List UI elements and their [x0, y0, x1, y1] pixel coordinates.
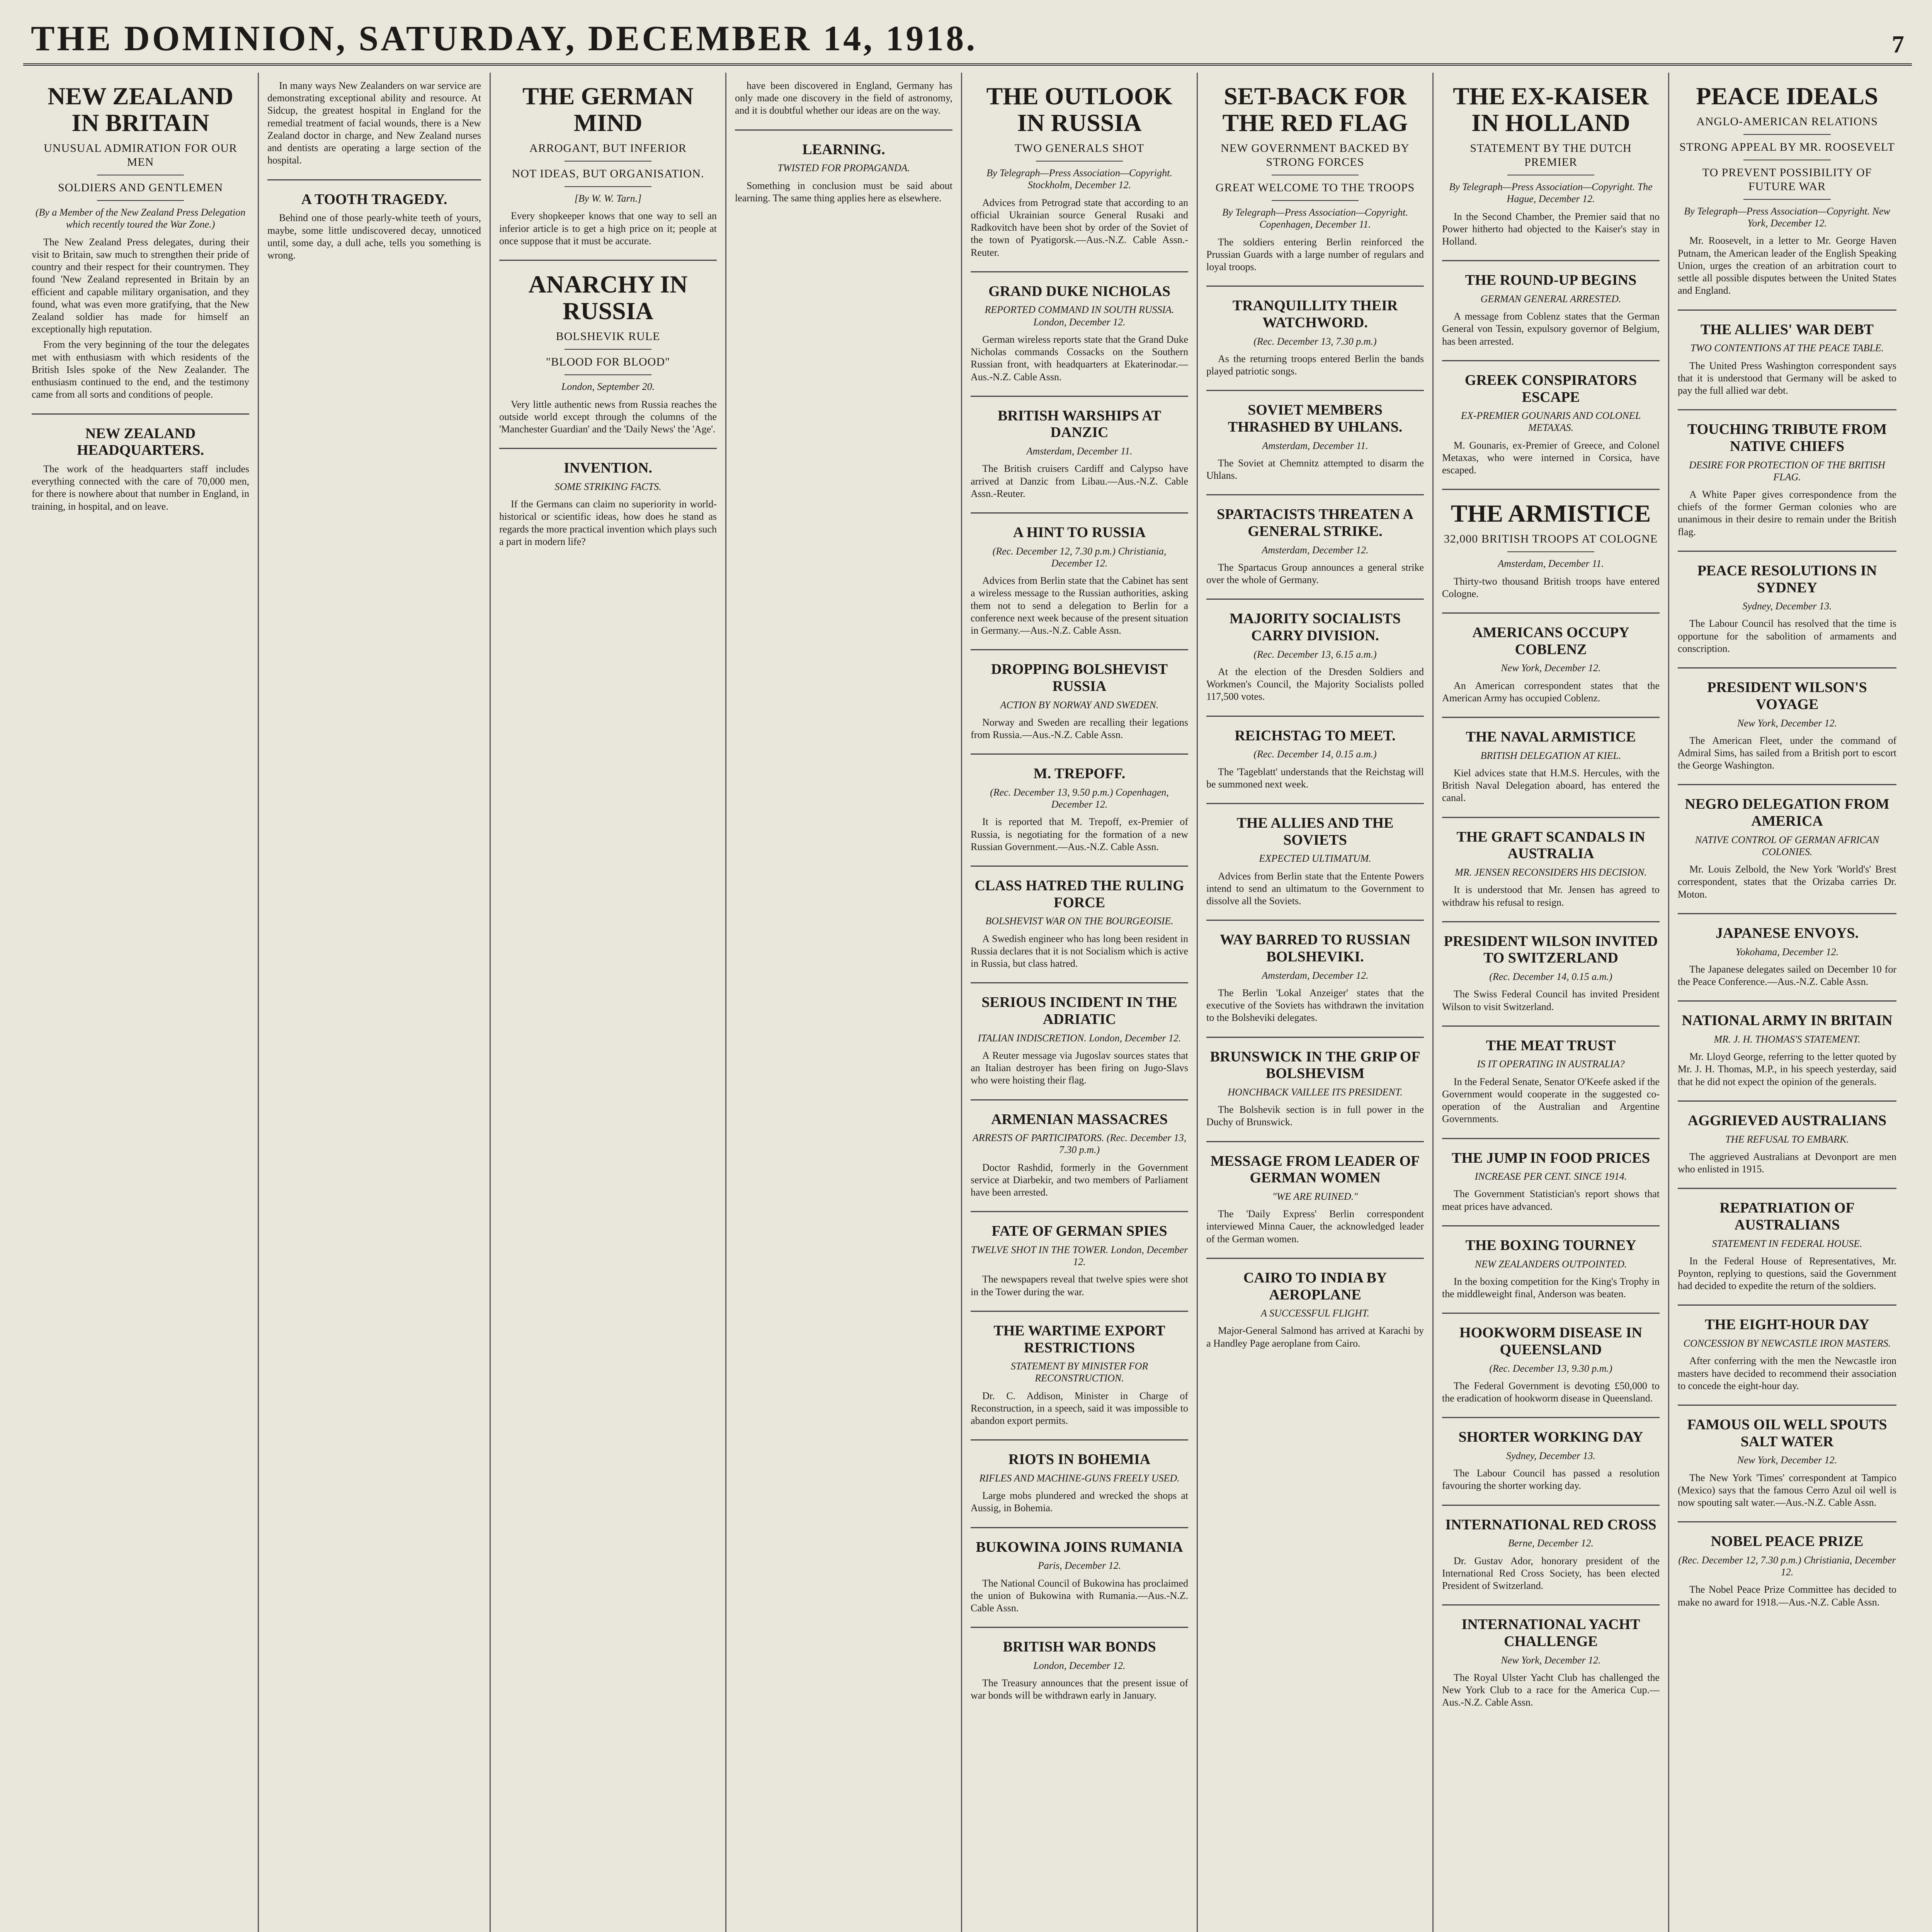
article: [971, 1440, 1188, 1528]
article-subhead: NATIONAL ARMY IN BRITAIN: [1682, 1012, 1893, 1029]
article-subhead: THE EIGHT-HOUR DAY: [1705, 1316, 1869, 1333]
article: [1206, 600, 1424, 716]
article-paragraph: Mr. Louis Zelbold, the New York 'World's' Brest correspondent, states that the Orizaba carries Dr. Moton.: [1678, 864, 1896, 900]
article: [971, 272, 1188, 397]
column-3: [491, 73, 726, 1932]
article-paragraph: Advices from Berlin state that the Cabinet has sent a wireless message to the Russian authorities, asking them not to send a delegation to Berlin for a conference next week because of the present situation in Germany.—Aus.-N.Z. Cable Assn.: [971, 575, 1188, 636]
divider-rule: [1507, 551, 1594, 552]
article-subhead: A TOOTH TRAGEDY.: [301, 191, 447, 207]
article-paragraph: After conferring with the men the Newcastle iron masters have decided to recommend their association to concede the eight-hour day.: [1678, 1355, 1896, 1391]
article-subhead: NEW ZEALAND HEADQUARTERS.: [77, 425, 204, 459]
article-paragraph: Major-General Salmond has arrived at Karachi by a Handley Page aeroplane from Cairo.: [1206, 1325, 1424, 1349]
article: [1678, 1406, 1896, 1522]
article-subhead: BUKOWINA JOINS RUMANIA: [976, 1539, 1183, 1555]
article: [1442, 73, 1660, 261]
article: [971, 1100, 1188, 1213]
article-subhead: INTERNATIONAL RED CROSS: [1445, 1516, 1656, 1533]
article-subhead: TRANQUILLITY THEIR WATCHWORD.: [1232, 298, 1398, 331]
article-dateline: GERMAN GENERAL ARRESTED.: [1480, 293, 1621, 304]
article-paragraph: The New York 'Times' correspondent at Tampico (Mexico) says that the famous Cerro Azul oil well is now spouting salt water.—Aus.-N.Z. Cable Assn.: [1678, 1472, 1896, 1509]
article: [1678, 1002, 1896, 1102]
article-subhead: "BLOOD FOR BLOOD": [546, 355, 670, 369]
article-paragraph: The newspapers reveal that twelve spies were shot in the Tower during the war.: [971, 1274, 1188, 1298]
article-subhead: AGGRIEVED AUSTRALIANS: [1687, 1112, 1887, 1129]
article-dateline: ITALIAN INDISCRETION. London, December 12.: [978, 1032, 1181, 1044]
article-dateline: EX-PREMIER GOUNARIS AND COLONEL METAXAS.: [1461, 410, 1641, 434]
article-subhead: RIOTS IN BOHEMIA: [1008, 1451, 1151, 1468]
article-dateline: BRITISH DELEGATION AT KIEL.: [1480, 750, 1621, 761]
article-subhead: PRESIDENT WILSON'S VOYAGE: [1707, 679, 1867, 713]
article-paragraph: The Labour Council has resolved that the time is opportune for the sabolition of armaments and conscription.: [1678, 618, 1896, 654]
article-paragraph: have been discovered in England, Germany has only made one discovery in the field of astronomy, and it is doubtful whether our ideas are on the way.: [735, 80, 952, 116]
article: [1442, 261, 1660, 361]
divider-rule: [565, 374, 651, 375]
article-dateline: STATEMENT BY MINISTER FOR RECONSTRUCTION.: [1010, 1361, 1148, 1384]
article-headline: SET-BACK FOR THE RED FLAG: [1222, 82, 1408, 137]
article-dateline: By Telegraph—Press Association—Copyright. Copenhagen, December 11.: [1222, 207, 1408, 230]
article-subhead: REICHSTAG TO MEET.: [1235, 727, 1396, 744]
column-8: [1669, 73, 1905, 1932]
article-subhead: BRITISH WARSHIPS AT DANZIC: [997, 407, 1162, 441]
article-paragraph: The National Council of Bukowina has proclaimed the union of Bukowina with Rumania.—Aus.-N.Z. Cable Assn.: [971, 1577, 1188, 1614]
article-paragraph: If the Germans can claim no superiority in world-historical or scientific ideas, how does he stand as regards the more practical invention which plays such a part in modern life?: [499, 498, 717, 547]
article-paragraph: Something in conclusion must be said about learning. The same thing applies here as elsewhere.: [735, 180, 952, 204]
article-dateline: (Rec. December 12, 7.30 p.m.) Christiania, December 12.: [1678, 1554, 1896, 1578]
column-2: [259, 73, 491, 1932]
article-dateline: New York, December 12.: [1737, 1454, 1837, 1466]
article: [971, 755, 1188, 867]
article-paragraph: German wireless reports state that the Grand Duke Nicholas commands Cossacks on the Southern Russian front, with headquarters at Ekaterinodar.—Aus.-N.Z. Cable Assn.: [971, 333, 1188, 383]
article-subhead: GREEK CONSPIRATORS ESCAPE: [1464, 372, 1637, 405]
article-dateline: INCREASE PER CENT. SINCE 1914.: [1475, 1171, 1627, 1182]
article-paragraph: Advices from Berlin state that the Entente Powers intend to send an ultimatum to the Government to dissolve all the Soviets.: [1206, 870, 1424, 907]
article: [1678, 1189, 1896, 1306]
article-subhead: ARMENIAN MASSACRES: [991, 1111, 1168, 1128]
column-5: [962, 73, 1198, 1932]
article-subhead: PEACE RESOLUTIONS IN SYDNEY: [1697, 562, 1877, 596]
article-headline: NEW ZEALAND IN BRITAIN: [48, 82, 233, 137]
article: [499, 73, 717, 261]
article-dateline: (Rec. December 13, 9.30 p.m.): [1489, 1362, 1612, 1374]
article: [1678, 785, 1896, 914]
article: [1442, 718, 1660, 818]
article-dateline: Amsterdam, December 11.: [1262, 440, 1368, 451]
article-dateline: Sydney, December 13.: [1506, 1450, 1596, 1461]
page-number: 7: [1892, 31, 1904, 58]
article-dateline: (By a Member of the New Zealand Press Delegation which recently toured the War Zone.): [35, 207, 246, 230]
article-subhead: ARROGANT, BUT INFERIOR: [529, 142, 687, 155]
article-dateline: RIFLES AND MACHINE-GUNS FREELY USED.: [979, 1473, 1180, 1484]
article-subhead: SOVIET MEMBERS THRASHED BY UHLANS.: [1228, 402, 1403, 435]
article: [1678, 73, 1896, 311]
article-dateline: MR. JENSEN RECONSIDERS HIS DECISION.: [1455, 867, 1647, 878]
article-subhead: SPARTACISTS THREATEN A GENERAL STRIKE.: [1217, 506, 1413, 540]
article-dateline: NATIVE CONTROL OF GERMAN AFRICAN COLONIES.: [1695, 834, 1879, 858]
article-paragraph: It is reported that M. Trepoff, ex-Premier of Russia, is negotiating for the formation of a new Russian Government.—Aus.-N.Z. Cable Assn.: [971, 816, 1188, 852]
divider-rule: [565, 161, 651, 162]
article-paragraph: The Treasury announces that the present issue of war bonds will be withdrawn early in January.: [971, 1677, 1188, 1701]
article: [1442, 361, 1660, 490]
article: [1442, 1314, 1660, 1418]
article-paragraph: Mr. Lloyd George, referring to the letter quoted by Mr. J. H. Thomas, M.P., in his speech yesterday, said that he did not expect the opinion of the generals.: [1678, 1051, 1896, 1087]
article-dateline: DESIRE FOR PROTECTION OF THE BRITISH FLAG.: [1689, 459, 1885, 483]
article-subhead: NEW GOVERNMENT BACKED BY STRONG FORCES: [1221, 142, 1410, 169]
article-dateline: [By W. W. Tarn.]: [574, 193, 642, 204]
article-headline: THE EX-KAISER IN HOLLAND: [1453, 82, 1649, 137]
article-subhead: NOBEL PEACE PRIZE: [1711, 1533, 1864, 1550]
article-dateline: "WE ARE RUINED.": [1272, 1190, 1358, 1202]
column-6: [1198, 73, 1434, 1932]
article-subhead: NEGRO DELEGATION FROM AMERICA: [1685, 796, 1889, 830]
article-headline: PEACE IDEALS: [1696, 82, 1878, 110]
article: [971, 650, 1188, 755]
article-subhead: BRUNSWICK IN THE GRIP OF BOLSHEVISM: [1210, 1048, 1420, 1082]
article: [1442, 1418, 1660, 1505]
article: [971, 1312, 1188, 1440]
article-dateline: Amsterdam, December 12.: [1262, 969, 1369, 981]
article-dateline: SOME STRIKING FACTS.: [554, 481, 662, 492]
article-subhead: M. TREPOFF.: [1033, 765, 1126, 782]
article-paragraph: Norway and Sweden are recalling their legations from Russia.—Aus.-N.Z. Cable Assn.: [971, 716, 1188, 741]
article: [1206, 717, 1424, 804]
article-paragraph: Advices from Petrograd state that according to an official Ukrainian source General Rusaki and Radkovitch have been shot by order of the Soviet of the town of Pyatigorsk.—Aus.-N.Z. Cable Assn.-Reuter.: [971, 197, 1188, 258]
article-subhead: A HINT TO RUSSIA: [1013, 524, 1146, 541]
article-dateline: REPORTED COMMAND IN SOUTH RUSSIA. London, December 12.: [985, 304, 1174, 328]
article-subhead: SERIOUS INCIDENT IN THE ADRIATIC: [981, 994, 1177, 1028]
article-dateline: New York, December 12.: [1501, 662, 1601, 674]
columns: [23, 73, 1912, 1932]
article: [971, 73, 1188, 272]
article-dateline: HONCHBACK VAILLEE ITS PRESIDENT.: [1228, 1086, 1403, 1098]
article-dateline: THE REFUSAL TO EMBARK.: [1725, 1133, 1849, 1145]
article: [1678, 1522, 1896, 1621]
article-dateline: (Rec. December 12, 7.30 p.m.) Christiania, December 12.: [992, 545, 1167, 569]
article: [735, 73, 952, 131]
article-dateline: ARRESTS OF PARTICIPATORS. (Rec. December 13, 7.30 p.m.): [972, 1132, 1187, 1156]
article: [1206, 1142, 1424, 1259]
article: [971, 983, 1188, 1100]
article-paragraph: The 'Daily Express' Berlin correspondent interviewed Minna Cauer, the acknowledged leader of the German women.: [1206, 1208, 1424, 1245]
article-subhead: CAIRO TO INDIA BY AEROPLANE: [1243, 1269, 1387, 1303]
article-paragraph: In the Second Chamber, the Premier said that no Power hitherto had objected to the Kaiser's stay in Holland.: [1442, 211, 1660, 247]
article-paragraph: It is understood that Mr. Jensen has agreed to withdraw his refusal to resign.: [1442, 884, 1660, 908]
article: [1442, 818, 1660, 922]
article-subhead: DROPPING BOLSHEVIST RUSSIA: [991, 661, 1168, 694]
article-dateline: NEW ZEALANDERS OUTPOINTED.: [1475, 1258, 1627, 1270]
article-dateline: Yokohama, December 12.: [1735, 946, 1839, 957]
article: [1442, 1226, 1660, 1314]
article-headline: THE GERMAN MIND: [522, 82, 694, 137]
article-dateline: London, December 12.: [1033, 1660, 1126, 1671]
article: [1442, 1139, 1660, 1226]
article: [1442, 614, 1660, 718]
divider-rule: [565, 186, 651, 187]
article-paragraph: The British cruisers Cardiff and Calypso have arrived at Danzic from Libau.—Aus.-N.Z. Cable Assn.-Reuter.: [971, 463, 1188, 499]
article-paragraph: M. Gounaris, ex-Premier of Greece, and Colonel Metaxas, who were interned in Corsica, have escaped.: [1442, 439, 1660, 476]
article-subhead: GRAND DUKE NICHOLAS: [988, 283, 1170, 299]
article: [1206, 804, 1424, 921]
article: [1678, 311, 1896, 411]
article: [971, 1628, 1188, 1714]
article: [1678, 914, 1896, 1002]
article: [1206, 1038, 1424, 1142]
article-paragraph: Behind one of those pearly-white teeth of yours, maybe, some little undiscovered decay, unnoticed until, some day, a dull ache, tells you something is wrong.: [267, 212, 481, 261]
article-paragraph: Every shopkeeper knows that one way to sell an inferior article is to get a high price on it; people at once suppose that it must be accurate.: [499, 210, 717, 247]
article-subhead: THE NAVAL ARMISTICE: [1466, 729, 1636, 745]
article-paragraph: Doctor Rashdid, formerly in the Government service at Diarbekir, and two members of Parliament have been arrested.: [971, 1162, 1188, 1198]
article-subhead: MESSAGE FROM LEADER OF GERMAN WOMEN: [1210, 1153, 1420, 1186]
article: [1442, 1605, 1660, 1721]
article: [1678, 1102, 1896, 1189]
article-subhead: CLASS HATRED THE RULING FORCE: [975, 878, 1184, 911]
article: [1442, 1506, 1660, 1606]
article-subhead: LEARNING.: [802, 141, 885, 158]
article-paragraph: A Reuter message via Jugoslav sources states that an Italian destroyer has been firing on Jugo-Slavs who were hoisting their flag.: [971, 1049, 1188, 1086]
article: [267, 73, 481, 180]
masthead-title: THE DOMINION, SATURDAY, DECEMBER 14, 1918.: [31, 19, 978, 58]
article: [971, 514, 1188, 650]
article: [971, 1528, 1188, 1628]
article-dateline: New York, December 12.: [1737, 717, 1837, 729]
article-dateline: Sydney, December 13.: [1742, 600, 1832, 612]
article-dateline: New York, December 12.: [1501, 1654, 1601, 1666]
article-subhead: FATE OF GERMAN SPIES: [992, 1223, 1167, 1240]
article-paragraph: The Soviet at Chemnitz attempted to disarm the Uhlans.: [1206, 457, 1424, 481]
column-7: [1434, 73, 1669, 1932]
article-paragraph: The New Zealand Press delegates, during their visit to Britain, saw much to strengthen their pride of country and their respect for their countrymen. They found 'New Zealand represented in Britain by an efficient and capable military organisation, and they found, what was even more gratifying, that the New Zealand soldier has made for himself an exceptionally high reputation.: [32, 236, 249, 335]
article-subhead: REPATRIATION OF AUSTRALIANS: [1719, 1200, 1855, 1233]
article-paragraph: From the very beginning of the tour the delegates met with enthusiasm with which residents of the British Isles spoke of the New Zealander. The enthusiasm continued to the end, and the testimony came from all sorts and conditions of people.: [32, 339, 249, 400]
article: [1206, 1259, 1424, 1362]
article-subhead: NOT IDEAS, BUT ORGANISATION.: [512, 167, 704, 180]
article-paragraph: The Federal Government is devoting £50,000 to the eradication of hookworm disease in Queensland.: [1442, 1380, 1660, 1404]
divider-rule: [1036, 161, 1123, 162]
article-paragraph: The work of the headquarters staff includes everything connected with the care of 70,000 men, for there is nowhere about that number in England, in training, in hospital, and on leave.: [32, 463, 249, 512]
article-dateline: IS IT OPERATING IN AUSTRALIA?: [1477, 1058, 1625, 1070]
article-paragraph: The soldiers entering Berlin reinforced the Prussian Guards with a large number of regulars and loyal troops.: [1206, 236, 1424, 273]
article-dateline: By Telegraph—Press Association—Copyright. New York, December 12.: [1684, 206, 1890, 229]
masthead: [23, 15, 1912, 66]
article-paragraph: The Nobel Peace Prize Committee has decided to make no award for 1918.—Aus.-N.Z. Cable Assn.: [1678, 1584, 1896, 1608]
article-subhead: AMERICANS OCCUPY COBLENZ: [1472, 624, 1629, 658]
article-dateline: TWO CONTENTIONS AT THE PEACE TABLE.: [1690, 342, 1884, 354]
article: [32, 73, 249, 415]
article-dateline: Berne, December 12.: [1508, 1537, 1594, 1549]
article-paragraph: The aggrieved Australians at Devonport are men who enlisted in 1915.: [1678, 1151, 1896, 1175]
article-dateline: TWISTED FOR PROPAGANDA.: [777, 162, 910, 174]
article-paragraph: The Labour Council has passed a resolution favouring the shorter working day.: [1442, 1468, 1660, 1492]
article: [735, 131, 952, 217]
article-dateline: STATEMENT IN FEDERAL HOUSE.: [1712, 1238, 1862, 1249]
article-paragraph: Mr. Roosevelt, in a letter to Mr. George Haven Putnam, the American leader of the English Speaking Union, urges the creation of an arbitration court to settle all possible disputes between the United States and England.: [1678, 235, 1896, 296]
article-subhead: TOUCHING TRIBUTE FROM NATIVE CHIEFS: [1687, 421, 1887, 454]
article-subhead: BRITISH WAR BONDS: [1003, 1639, 1156, 1655]
article-paragraph: Dr. C. Addison, Minister in Charge of Reconstruction, in a speech, said it was impossible to abandon export permits.: [971, 1390, 1188, 1427]
article-paragraph: An American correspondent states that the American Army has occupied Coblenz.: [1442, 680, 1660, 704]
divider-rule: [565, 349, 651, 350]
article-subhead: PRESIDENT WILSON INVITED TO SWITZERLAND: [1444, 933, 1658, 966]
article-subhead: INVENTION.: [563, 460, 653, 476]
article-paragraph: In the Federal House of Representatives, Mr. Poynton, replying to questions, said the Government had decided to expedite the return of the soldiers.: [1678, 1255, 1896, 1292]
article-dateline: (Rec. December 13, 9.50 p.m.) Copenhagen, December 12.: [990, 786, 1169, 810]
article-subhead: MAJORITY SOCIALISTS CARRY DIVISION.: [1229, 611, 1401, 644]
article-paragraph: In many ways New Zealanders on war service are demonstrating exceptional ability and resource. At Sidcup, the greatest hospital in England for the remedial treatment of facial wounds, there is a New Zealand doctor in charge, and New Zealand nurses and dentists are operating a large section of the hospital.: [267, 80, 481, 166]
article: [1442, 1027, 1660, 1139]
article-subhead: THE BOXING TOURNEY: [1465, 1237, 1636, 1253]
article-headline: ANARCHY IN RUSSIA: [528, 270, 688, 325]
article-subhead: THE ROUND-UP BEGINS: [1465, 272, 1637, 289]
article-subhead: TWO GENERALS SHOT: [1014, 142, 1145, 155]
article-paragraph: The Berlin 'Lokal Anzeiger' states that the executive of the Soviets has withdrawn the invitation to the Bolsheviki delegates.: [1206, 987, 1424, 1024]
article-dateline: TWELVE SHOT IN THE TOWER. London, December 12.: [971, 1244, 1188, 1268]
divider-rule: [1743, 134, 1831, 135]
article-dateline: (Rec. December 14, 0.15 a.m.): [1489, 971, 1612, 983]
article-paragraph: The United Press Washington correspondent says that it is understood that Germany will be asked to pay the full allied war debt.: [1678, 360, 1896, 396]
article-dateline: Amsterdam, December 11.: [1026, 446, 1133, 457]
article-subhead: INTERNATIONAL YACHT CHALLENGE: [1461, 1616, 1640, 1650]
article-paragraph: In the boxing competition for the King's Trophy in the middleweight final, Anderson was beaten.: [1442, 1276, 1660, 1300]
divider-rule: [1743, 199, 1831, 200]
article-subhead: THE GRAFT SCANDALS IN AUSTRALIA: [1456, 828, 1645, 862]
article-subhead: STATEMENT BY THE DUTCH PREMIER: [1470, 142, 1632, 169]
article: [1206, 391, 1424, 495]
article-dateline: ACTION BY NORWAY AND SWEDEN.: [1000, 699, 1159, 711]
article-subhead: TO PREVENT POSSIBILITY OF FUTURE WAR: [1702, 166, 1872, 193]
article-subhead: THE JUMP IN FOOD PRICES: [1451, 1150, 1650, 1166]
article-paragraph: At the election of the Dresden Soldiers and Workmen's Council, the Majority Socialists polled 117,500 votes.: [1206, 666, 1424, 702]
article: [1206, 73, 1424, 287]
article: [1678, 1306, 1896, 1406]
divider-rule: [97, 200, 184, 201]
article-paragraph: Dr. Gustav Ador, honorary president of the International Red Cross Society, has been elected President of Switzerland.: [1442, 1555, 1660, 1591]
article-headline: THE OUTLOOK IN RUSSIA: [986, 82, 1173, 137]
article-dateline: Amsterdam, December 12.: [1262, 544, 1369, 556]
article-dateline: A SUCCESSFUL FLIGHT.: [1261, 1308, 1369, 1319]
article-paragraph: Thirty-two thousand British troops have entered Cologne.: [1442, 575, 1660, 599]
article-subhead: THE ALLIES AND THE SOVIETS: [1236, 815, 1394, 848]
article: [32, 415, 249, 525]
article-paragraph: The Swiss Federal Council has invited President Wilson to visit Switzerland.: [1442, 988, 1660, 1012]
article-dateline: (Rec. December 13, 7.30 p.m.): [1253, 335, 1377, 347]
article-subhead: SHORTER WORKING DAY: [1458, 1429, 1643, 1446]
article: [499, 449, 717, 560]
article-subhead: UNUSUAL ADMIRATION FOR OUR MEN: [44, 142, 237, 169]
article-paragraph: A Swedish engineer who has long been resident in Russia declares that it is not Socialism which is active in Russia, but class hatred.: [971, 933, 1188, 969]
article-paragraph: A message from Coblenz states that the German General von Tessin, expulsory governor of Belgium, has been arrested.: [1442, 311, 1660, 347]
article-paragraph: The Royal Ulster Yacht Club has challenged the New York Club to a race for the America Cup.—Aus.-N.Z. Cable Assn.: [1442, 1672, 1660, 1708]
article-dateline: Paris, December 12.: [1037, 1560, 1121, 1571]
article: [1442, 922, 1660, 1027]
article-paragraph: The Spartacus Group announces a general strike over the whole of Germany.: [1206, 561, 1424, 586]
article: [1678, 410, 1896, 552]
article: [971, 397, 1188, 514]
article-subhead: THE MEAT TRUST: [1486, 1037, 1616, 1054]
article-subhead: THE ALLIES' WAR DEBT: [1700, 321, 1874, 338]
article-subhead: FAMOUS OIL WELL SPOUTS SALT WATER: [1687, 1417, 1887, 1450]
article-subhead: ANGLO-AMERICAN RELATIONS: [1696, 115, 1878, 128]
article-paragraph: In the Federal Senate, Senator O'Keefe asked if the Government would cooperate in the suggested co-operation of the Australian and Argentine Governments.: [1442, 1076, 1660, 1125]
article-subhead: WAY BARRED TO RUSSIAN BOLSHEVIKI.: [1219, 932, 1411, 965]
article-subhead: HOOKWORM DISEASE IN QUEENSLAND: [1459, 1325, 1642, 1358]
article: [971, 867, 1188, 983]
article-paragraph: Kiel advices state that H.M.S. Hercules, with the British Naval Delegation aboard, has entered the canal.: [1442, 767, 1660, 804]
column-4: [726, 73, 962, 1932]
article-dateline: BOLSHEVIST WAR ON THE BOURGEOISIE.: [985, 915, 1173, 927]
article: [1206, 495, 1424, 600]
article-dateline: (Rec. December 14, 0.15 a.m.): [1253, 748, 1377, 760]
article: [267, 180, 481, 274]
article: [1206, 287, 1424, 391]
article-paragraph: The American Fleet, under the command of Admiral Sims, has sailed from a British port to escort the George Washington.: [1678, 735, 1896, 771]
article-paragraph: A White Paper gives correspondence from the chiefs of the former German colonies who are unanimous in their desire to remain under the British flag.: [1678, 488, 1896, 537]
article-paragraph: As the returning troops entered Berlin the bands played patriotic songs.: [1206, 353, 1424, 377]
article: [499, 261, 717, 449]
article-dateline: By Telegraph—Press Association—Copyright. The Hague, December 12.: [1449, 181, 1653, 205]
article: [1678, 552, 1896, 668]
article-dateline: By Telegraph—Press Association—Copyright. Stockholm, December 12.: [986, 167, 1172, 191]
article-subhead: SOLDIERS AND GENTLEMEN: [58, 181, 223, 194]
article: [971, 1212, 1188, 1312]
article-subhead: JAPANESE ENVOYS.: [1715, 925, 1859, 941]
article-subhead: 32,000 BRITISH TROOPS AT COLOGNE: [1444, 532, 1658, 546]
article-dateline: MR. J. H. THOMAS'S STATEMENT.: [1714, 1033, 1861, 1045]
article: [1442, 490, 1660, 614]
article-dateline: Amsterdam, December 11.: [1498, 558, 1604, 570]
article-dateline: (Rec. December 13, 6.15 a.m.): [1253, 648, 1377, 660]
article-subhead: GREAT WELCOME TO THE TROOPS: [1215, 181, 1415, 194]
column-1: [23, 73, 259, 1932]
article-paragraph: The Japanese delegates sailed on December 10 for the Peace Conference.—Aus.-N.Z. Cable Assn.: [1678, 963, 1896, 988]
article-paragraph: Very little authentic news from Russia reaches the outside world except through the columns of the 'Manchester Guardian' and the 'Daily News' the 'Age'.: [499, 398, 717, 435]
article-headline: THE ARMISTICE: [1451, 500, 1651, 527]
article: [1206, 921, 1424, 1037]
article: [1678, 668, 1896, 785]
article-dateline: EXPECTED ULTIMATUM.: [1259, 853, 1371, 864]
article-paragraph: Large mobs plundered and wrecked the shops at Aussig, in Bohemia.: [971, 1490, 1188, 1514]
article-subhead: THE WARTIME EXPORT RESTRICTIONS: [993, 1322, 1165, 1356]
article-paragraph: The Government Statistician's report shows that meat prices have advanced.: [1442, 1188, 1660, 1212]
article-dateline: CONCESSION BY NEWCASTLE IRON MASTERS.: [1683, 1338, 1891, 1349]
article-dateline: London, September 20.: [561, 381, 655, 393]
article-subhead: STRONG APPEAL BY MR. ROOSEVELT: [1679, 141, 1895, 154]
article-paragraph: The 'Tageblatt' understands that the Reichstag will be summoned next week.: [1206, 766, 1424, 790]
article-paragraph: The Bolshevik section is in full power in the Duchy of Brunswick.: [1206, 1104, 1424, 1128]
divider-rule: [1272, 200, 1359, 201]
article-subhead: BOLSHEVIK RULE: [556, 330, 660, 343]
